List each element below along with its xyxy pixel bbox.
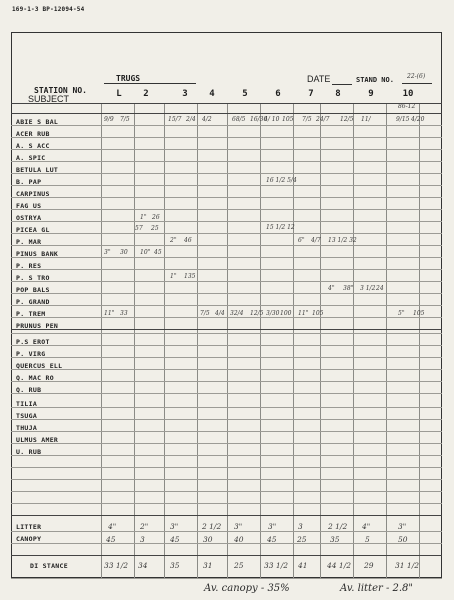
grid-row-line <box>11 515 442 516</box>
grid-row-line <box>11 245 442 246</box>
grid-row-line <box>11 467 442 468</box>
grid-row-line <box>11 185 442 186</box>
grid-row-line <box>11 381 442 382</box>
grid-row-line <box>11 455 442 456</box>
stand-underline <box>402 83 432 84</box>
grid-row-line <box>11 503 442 504</box>
title-underline <box>104 83 196 84</box>
subject-label: SUBJECT <box>28 94 70 104</box>
station-label: STATION NO. <box>34 86 87 95</box>
species-label: OSTRYA <box>16 214 42 222</box>
species-label: ACER RUB <box>16 130 50 138</box>
grid-row-line <box>11 407 442 408</box>
species-label: CARPINUS <box>16 190 50 198</box>
grid-row-line <box>11 431 442 432</box>
grid-row-line <box>11 197 442 198</box>
grid-row-line <box>11 491 442 492</box>
species-label: POP BALS <box>16 286 50 294</box>
grid-row-line <box>11 555 442 556</box>
grid-row-line <box>11 233 442 234</box>
grid-row-line <box>11 443 442 444</box>
grid-row-line <box>11 221 442 222</box>
column-number: L <box>116 89 122 99</box>
grid-row-line <box>11 173 442 174</box>
grid-row-line <box>11 113 442 114</box>
species-label: A. S ACC <box>16 142 50 150</box>
column-number: 2 <box>143 89 149 99</box>
species-label: PRUNUS PEN <box>16 322 59 330</box>
species-label: BETULA LUT <box>16 166 59 174</box>
date-underline <box>332 84 352 85</box>
species-label: Q. RUB <box>16 386 42 394</box>
species-label: PINUS BANK <box>16 250 59 258</box>
column-number: 10 <box>402 89 414 99</box>
grid-row-line <box>11 419 442 420</box>
grid-row-line <box>11 317 442 318</box>
species-label: P. TREM <box>16 310 46 318</box>
species-label: P. MAR <box>16 238 42 246</box>
species-label: ABIE S BAL <box>16 118 59 126</box>
canopy-average-note: Av. canopy - 35% <box>204 583 290 594</box>
grid-row-line <box>11 137 442 138</box>
canopy-label: CANOPY <box>16 535 42 543</box>
grid-row-line <box>11 393 442 394</box>
grid-row-line <box>11 269 442 270</box>
species-label: P. S TRO <box>16 274 50 282</box>
grid-row-line <box>11 209 442 210</box>
grid-row-line <box>11 103 442 104</box>
stand-value: 22-(6) <box>407 73 426 80</box>
form-title: TRUGS <box>116 74 141 83</box>
date-label: DATE <box>307 74 331 84</box>
grid-row-line <box>11 293 442 294</box>
column-number: 6 <box>275 89 281 99</box>
grid-row-line <box>11 345 442 346</box>
grid-row-line <box>11 357 442 358</box>
species-label: THUJA <box>16 424 38 432</box>
grid-row-line <box>11 531 442 532</box>
species-label: TILIA <box>16 400 38 408</box>
grid-row-line <box>11 369 442 370</box>
grid-row-line <box>11 329 442 330</box>
litter-label: LITTER <box>16 523 42 531</box>
species-label: QUERCUS ELL <box>16 362 63 370</box>
column-number: 5 <box>242 89 248 99</box>
grid-row-line <box>11 543 442 544</box>
grid-row-line <box>11 281 442 282</box>
grid-row-line <box>11 305 442 306</box>
grid-row-line <box>11 333 442 334</box>
col10-note: 86-12 <box>398 103 416 110</box>
species-label: TSUGA <box>16 412 38 420</box>
column-number: 7 <box>308 89 314 99</box>
distance-label: DI STANCE <box>30 562 68 570</box>
species-label: P. RES <box>16 262 42 270</box>
column-number: 4 <box>209 89 215 99</box>
tally-b-pap: 16 1/2 5/4 <box>266 177 297 184</box>
stand-label: STAND NO. <box>356 76 394 84</box>
species-label: B. PAP <box>16 178 42 186</box>
form-id: 169-1-3 BP-12094-54 <box>12 6 85 13</box>
species-label: Q. MAC RO <box>16 374 54 382</box>
grid-row-line <box>11 578 442 579</box>
species-label: P. GRAND <box>16 298 50 306</box>
species-label: P. VIRG <box>16 350 46 358</box>
column-number: 8 <box>335 89 341 99</box>
species-label: A. SPIC <box>16 154 46 162</box>
species-label: PICEA GL <box>16 226 50 234</box>
grid-row-line <box>11 149 442 150</box>
litter-average-note: Av. litter - 2.8" <box>340 583 414 594</box>
species-label: P.S EROT <box>16 338 50 346</box>
column-number: 3 <box>182 89 188 99</box>
column-number: 9 <box>368 89 374 99</box>
grid-row-line <box>11 125 442 126</box>
grid-row-line <box>11 257 442 258</box>
grid-row-line <box>11 479 442 480</box>
species-label: ULMUS AMER <box>16 436 59 444</box>
species-label: FAG US <box>16 202 42 210</box>
species-label: U. RUB <box>16 448 42 456</box>
grid-row-line <box>11 161 442 162</box>
